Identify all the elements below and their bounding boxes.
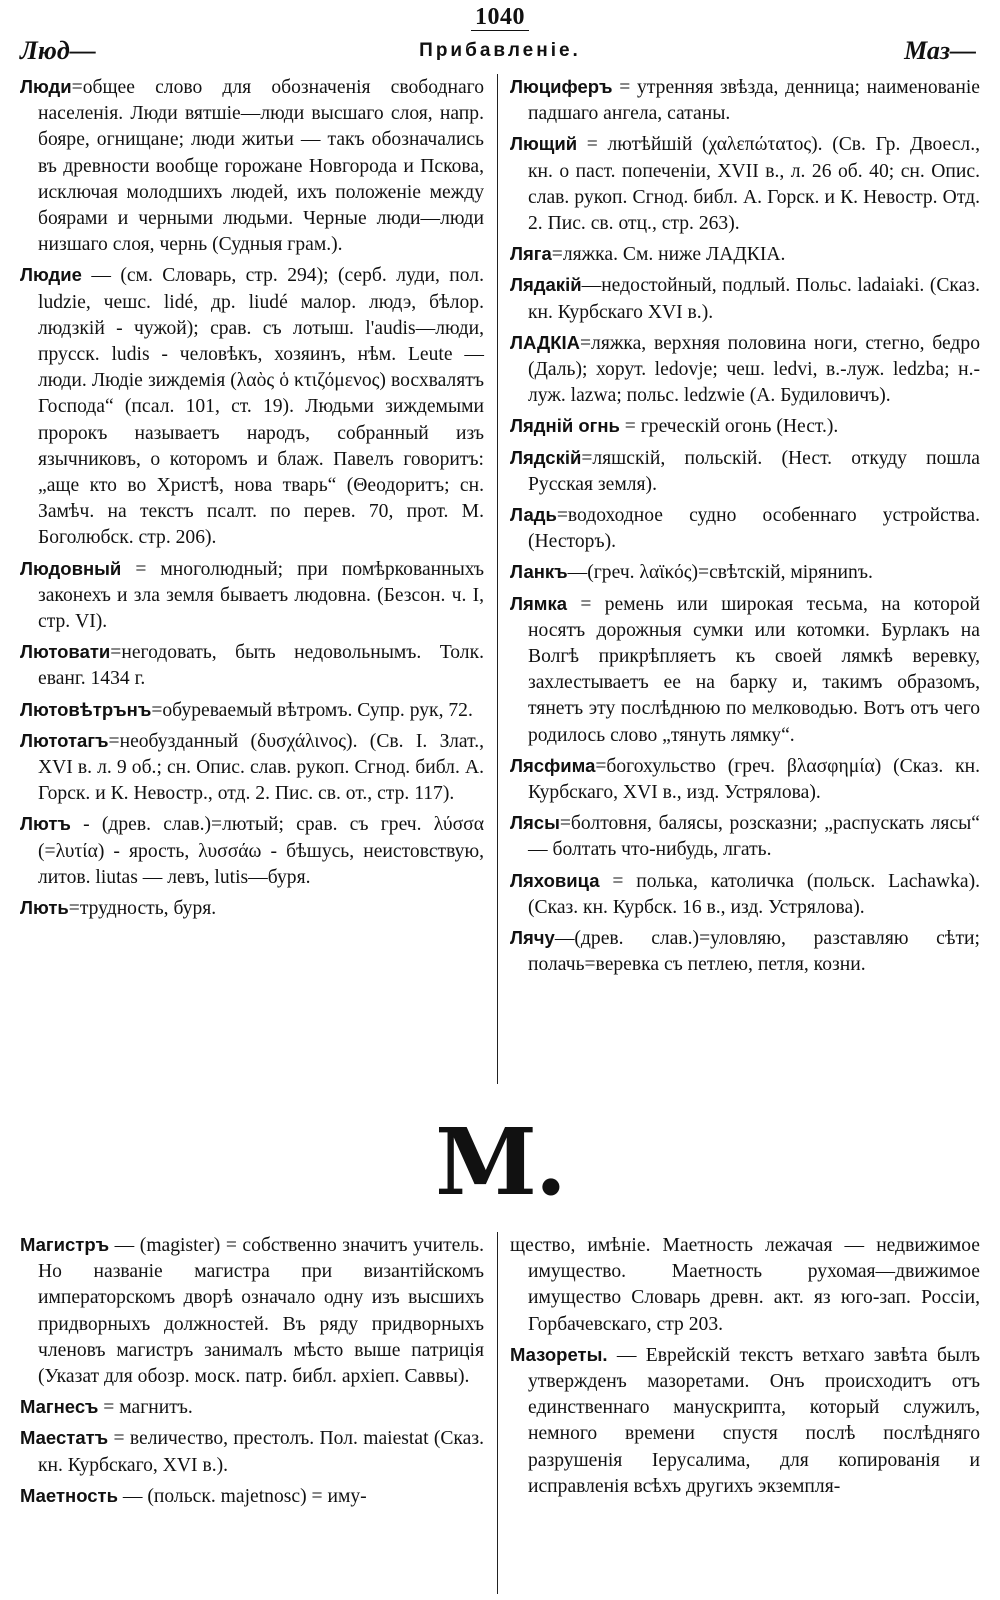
dictionary-entry (20, 639, 484, 692)
dictionary-entry (510, 413, 980, 440)
dictionary-entry (510, 131, 980, 237)
dictionary-entry (20, 262, 484, 551)
column-left-bottom (20, 1232, 484, 1514)
dictionary-entry (510, 868, 980, 921)
entry-definition: =негодовать, быть недовольнымъ. Толк. еванг. 1434 г. (38, 642, 484, 690)
entry-headword: Ляховица (510, 869, 600, 891)
entry-headword: Лясфима (510, 754, 596, 776)
dictionary-entry (20, 728, 484, 808)
entry-definition: —(древ. слав.)=уловляю, разставляю сѣти; полачь=веревка съ петлею, петля, козни. (528, 928, 980, 976)
entry-definition: — (польск. majetnosc) = иму- (117, 1485, 367, 1507)
running-head-left: Люд— (20, 36, 96, 65)
dictionary-entry (20, 1483, 484, 1510)
entry-headword: Ланкъ (510, 561, 568, 583)
dictionary-entry (510, 1342, 980, 1500)
dictionary-entry (510, 1232, 980, 1338)
entry-headword: Маестатъ (20, 1427, 109, 1449)
entry-definition: = многолюдный; при помѣркованныхъ законехъ и зла земля бываетъ людовна. (Безсон. ч. I, стр. VI). (38, 558, 484, 633)
entry-headword: Лють (20, 897, 69, 919)
entry-headword: Лютъ (20, 813, 71, 835)
entry-definition: = ремень или широкая тесьма, на которой носятъ дорожныя сумки или котомки. Бурлакъ на Волгѣ прикрѣпляетъ къ своей лямкѣ веревку, захлестываетъ ее на барку и, такимъ образомъ, тянетъ эту послѣднюю по мелководью. Вотъ отъ чего родилось слово „тянуть лямку“. (528, 593, 980, 746)
dictionary-entry (20, 1394, 484, 1421)
entry-definition: —недостойный, подлый. Польс. ladaiaki. (Сказ. кн. Курбскаго XVI в.). (528, 275, 980, 323)
entry-definition: = утренняя звѣзда, денница; наименованіе падшаго ангела, сатаны. (528, 77, 980, 125)
column-right-top (510, 74, 980, 983)
dictionary-entry (510, 559, 980, 586)
dictionary-entry (20, 1425, 484, 1478)
column-left-top (20, 74, 484, 926)
dictionary-entry (510, 591, 980, 749)
entry-definition: — Еврейскій текстъ ветхаго завѣта былъ утвержденъ мазоретами. Онъ происходитъ отъ единственнаго манускрипта, который служилъ, немного времени спустя послѣ послѣдняго разрушенія Іерусалима, для копированія и исправленія всѣхъ другихъ экземпля- (528, 1344, 980, 1497)
entry-definition: —(греч. λαϊκός)=свѣтскій, міряниnъ. (567, 562, 873, 584)
entry-headword: Магнесъ (20, 1396, 99, 1418)
dictionary-entry (510, 74, 980, 127)
running-head-center: Прибавленіе. (419, 40, 581, 61)
entry-headword: Лячу (510, 927, 555, 949)
dictionary-entry (510, 330, 980, 410)
entry-headword: Ладь (510, 504, 557, 526)
entry-headword: Лямка (510, 592, 568, 614)
page-number: 1040 (0, 4, 1000, 31)
entry-headword: Маетность (20, 1484, 118, 1506)
entry-headword: Лядскій (510, 446, 582, 468)
column-divider-bottom (497, 1232, 498, 1594)
dictionary-entry (20, 1232, 484, 1390)
entry-headword: Людие (20, 264, 82, 286)
entry-definition: = полька, католичка (польск. Lachawka). (Сказ. кн. Курбск. 16 в., изд. Устрялова). (528, 870, 980, 918)
dictionary-entry (20, 811, 484, 891)
entry-definition: = магнитъ. (98, 1397, 193, 1419)
entry-definition: = величество, престолъ. Пол. maiestat (Сказ. кн. Курбскаго, XVI в.). (38, 1428, 484, 1476)
column-divider-top (497, 74, 498, 1084)
dictionary-entry (20, 74, 484, 258)
entry-headword: Лясы (510, 812, 560, 834)
dictionary-entry (510, 502, 980, 555)
dictionary-entry (510, 810, 980, 863)
entry-definition: =необузданный (δυσχάλινος). (Св. I. Злат., XVI в. л. 9 об.; сн. Опис. слав. рукоп. Сгнод. библ. А. Горск. и К. Невостр., отд. 2. Пис. св. от., стр. 117). (38, 730, 484, 805)
dictionary-entry (510, 445, 980, 498)
column-right-bottom (510, 1232, 980, 1504)
entry-definition: =ляжка. См. ниже ЛАДКІА. (551, 244, 786, 266)
dictionary-entry (510, 925, 980, 978)
entry-definition: — (см. Словарь, стр. 294); (серб. луди, пол. ludzie, чешс. lidé, др. liudé малор. людэ, бѣлор. людзкій - чужой); срав. съ лотыш. l'audis—люди, прусск. ludis - человѣкъ, хозяинъ, нѣм. Leute — люди. Людіе зиждемія (λαὸς ὁ κτιζόμενος) восхвалятъ Господа“ (псал. 101, ст. 19). Людьми зиждемыми пророкъ называетъ народъ, собранный изъ язычниковъ, о которомъ и блаж. Павелъ говоритъ: „аще кто во Христѣ, нова тварь“ (Θеодоритъ; сн. Замѣч. на текстъ псалт. по перев. 70, прот. М. Боголюбск. стр. 206). (38, 265, 484, 549)
entry-headword: Люциферъ (510, 76, 613, 97)
entry-definition: =ляшскій, польскій. (Нест. откуду пошла Русская земля). (528, 447, 980, 495)
entry-headword: Лютовѣтрънъ (20, 698, 152, 720)
entry-definition: =болтовня, балясы, розсказни; „распускать лясы“ — болтать что-нибудь, лгать. (528, 813, 980, 861)
entry-definition: = греческій огонь (Нест.). (619, 416, 839, 438)
entry-headword: Люди (20, 76, 72, 97)
dictionary-entry (510, 753, 980, 806)
entry-definition: = лютѣйшій (χαλεπώτατος). (Св. Гр. Двоесл., кн. о паст. попеченіи, XVII в., л. 26 об. 40; сн. Опис. слав. рукоп. Сгнод. библ. А. Горск. и К. Невостр. Отд. 2. Пис. св. отц., стр. 263). (528, 134, 980, 235)
entry-headword: Лютотагъ (20, 729, 109, 751)
entry-definition: — (magister) = собственно значитъ учитель. Но названіе магистра при византійскомъ императорскомъ дворѣ означало одну изъ высшихъ придворныхъ должностей. Въ ряду придворныхъ членовъ магистръ занималъ мѣсто выше патриція (Указат для обозр. моск. патр. библ. архіеп. Саввы). (38, 1235, 484, 1388)
section-letter: М. (435, 1108, 565, 1216)
entry-definition: =водоходное судно особеннаго устройства. (Несторъ). (528, 505, 980, 553)
entry-definition: =ляжка, верхняя половина ноги, стегно, бедро (Даль); хорут. ledovje; чеш. ledvi, в.-луж. ledzba; н.-луж. lazwa; польс. ledzwie (А. Будиловичъ). (528, 332, 980, 407)
entry-headword: Мазореты. (510, 1343, 608, 1365)
dictionary-entry (510, 272, 980, 325)
entry-definition: =трудность, буря. (68, 898, 217, 920)
entry-headword: Лядакій (510, 274, 582, 296)
entry-headword: Ляга (510, 243, 552, 265)
entry-definition: =обуреваемый вѣтромъ. Супр. рук, 72. (151, 699, 473, 721)
entry-definition: =богохульство (греч. βλασφημία) (Сказ. кн. Курбскаго, XVI в., изд. Устрялова). (528, 755, 980, 804)
dictionary-entry (510, 241, 980, 268)
dictionary-entry (20, 556, 484, 636)
entry-definition: - (древ. слав.)=лютый; срав. съ греч. λύσσα (=λυτία) - ярость, λυσσάω - бѣшусь, неистовствую, литов. liutas — левъ, lutis—буря. (38, 814, 484, 888)
dictionary-entry (20, 697, 484, 724)
entry-definition: щество, имѣніе. Маетность лежачая — недвижимое имущество. Маетность рухомая—движимое имущество Словарь древн. акт. яз юго-зап. Россіи, Горбачевскаго, стр 203. (510, 1235, 980, 1335)
entry-headword: Лютовати (20, 641, 111, 663)
entry-headword: Лющий (510, 133, 578, 155)
entry-headword: Магистръ (20, 1234, 110, 1255)
entry-headword: Лядній огнь (510, 415, 620, 437)
entry-definition: =общее слово для обозначенія свободнаго населенія. Люди вятшіе—люди высшаго слоя, напр. бояре, огнищане; люди житьи — такъ обозначались въ древности вообще горожане Новгорода и Пскова, исключая молодшихъ людей, ихъ положеніе между боярами и черными людьми. Черные люди—люди низшаго слоя, чернь (Судныя грам.). (38, 77, 484, 256)
running-head-right: Маз— (904, 36, 976, 65)
dictionary-entry (20, 895, 484, 922)
entry-headword: Людовный (20, 557, 122, 579)
entry-headword: ЛАДКІА (510, 331, 580, 353)
